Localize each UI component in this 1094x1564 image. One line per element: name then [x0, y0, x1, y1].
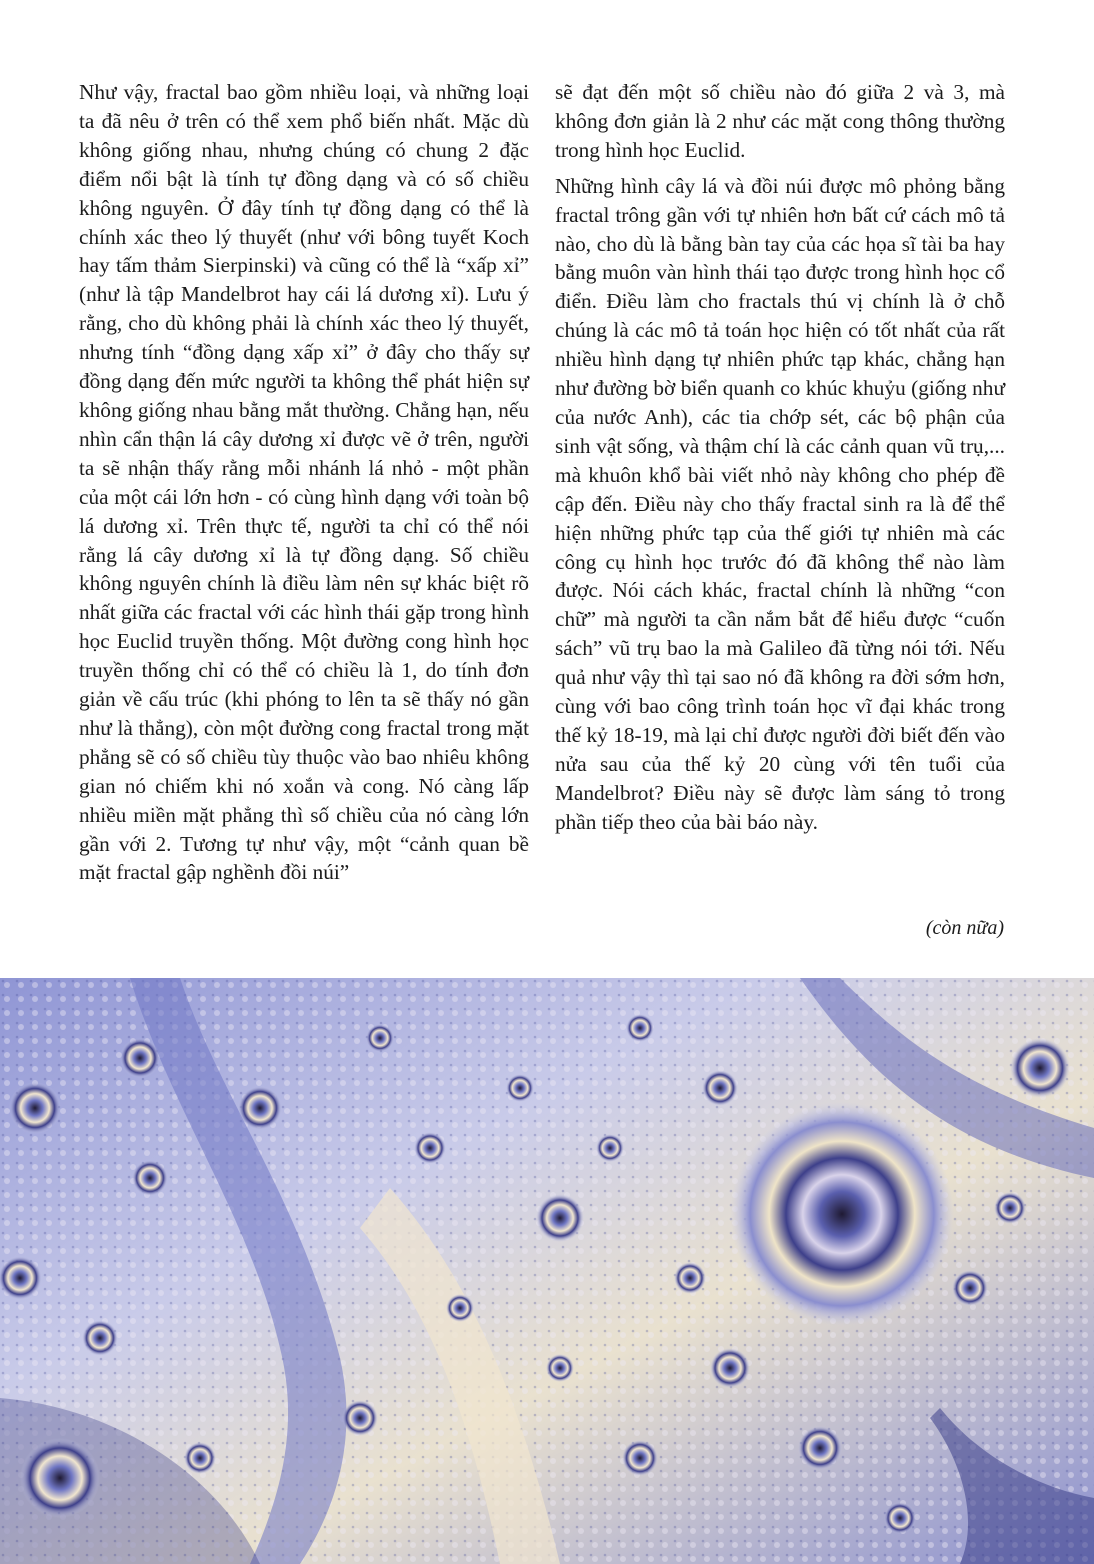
left-column-paragraph: Như vậy, fractal bao gồm nhiều loại, và những loại ta đã nêu ở trên có thể xem phổ biến nhất. Mặc dù không giống nhau, nhưng chúng có chung 2 đặc điểm nổi bật là tính tự đồng dạng và có số chiều không nguyên. Ở đây tính tự đồng dạng có thể là chính xác theo lý thuyết (như với bông tuyết Koch hay tấm thảm Sierpinski) và cũng có thể là “xấp xỉ” (như là tập Mandelbrot hay cái lá dương xỉ). Lưu ý rằng, cho dù không phải là chính xác theo lý thuyết, nhưng tính “đồng dạng xấp xỉ” ở đây cho thấy sự đồng dạng đến mức người ta không thể phát hiện sự không giống nhau bằng mắt thường. Chẳng hạn, nếu nhìn cẩn thận lá cây dương xỉ được vẽ ở trên, người ta sẽ nhận thấy rằng mỗi nhánh lá nhỏ - một phần của một cái lớn hơn - có cùng hình dạng với toàn bộ lá dương xỉ. Trên thực tế, người ta chỉ có thể nói rằng lá cây dương xỉ là tự đồng dạng. Số chiều không nguyên chính là điều làm nên sự khác biệt rõ nhất giữa các fractal với các hình thái gặp trong hình học Euclid truyền thống. Một đường cong hình học truyền thống chỉ có thể có chiều là 1, do tính đơn giản về cấu trúc (khi phóng to lên ta sẽ thấy nó gần như là thẳng), còn một đường cong fractal trong mặt phẳng sẽ có số chiều tùy thuộc vào bao nhiêu không gian nó chiếm khi nó xoắn và cong. Nó càng lấp nhiều miền mặt phẳng thì số chiều của nó càng lớn gần với 2. Tương tự như vậy, một “cảnh quan bề mặt fractal gập nghềnh đồi núi” — [79, 80, 529, 885]
continued-note: (còn nữa) — [925, 917, 1004, 939]
right-column-paragraph-1: sẽ đạt đến một số chiều nào đó giữa 2 và 3, mà không đơn giản là 2 như các mặt cong thông thường trong hình học Euclid. — [555, 80, 1005, 162]
article-right-column — [555, 78, 1005, 837]
right-column-paragraph-2: Những hình cây lá và đồi núi được mô phỏng bằng fractal trông gần với tự nhiên hơn bất cứ cách mô tả nào, cho dù là bằng bàn tay của các họa sĩ tài ba hay bằng muôn vàn hình thái tạo được trong hình học cổ điển. Điều làm cho fractals thú vị chính là ở chỗ chúng là các mô tả toán học hiện có tốt nhất của rất nhiều hình dạng tự nhiên phức tạp khác, chẳng hạn như đường bờ biển quanh co khúc khuỷu (giống như của nước Anh), các tia chớp sét, các bộ phận của sinh vật sống, và thậm chí là các cảnh quan vũ trụ,... mà khuôn khổ bài viết nhỏ này không cho phép đề cập đến. Điều này cho thấy fractal sinh ra là để thể hiện những phức tạp của thế giới tự nhiên mà các công cụ hình học trước đó đã không thể nào làm được. Nói cách khác, fractal chính là những “con chữ” mà người ta cần nắm bắt để hiểu được “cuốn sách” vũ trụ bao la mà Galileo đã từng nói tới. Nếu quả như vậy thì tại sao nó đã không ra đời sớm hơn, cùng với bao công trình toán học vĩ đại khác trong thế kỷ 18-19, mà lại chỉ được người đời biết đến vào nửa sau của thế kỷ 20 cùng với tên tuổi của Mandelbrot? Điều này sẽ được làm sáng tỏ trong phần tiếp theo của bài báo này. — [555, 173, 1005, 834]
article-left-column — [79, 78, 529, 887]
fractal-image — [0, 978, 1094, 1564]
